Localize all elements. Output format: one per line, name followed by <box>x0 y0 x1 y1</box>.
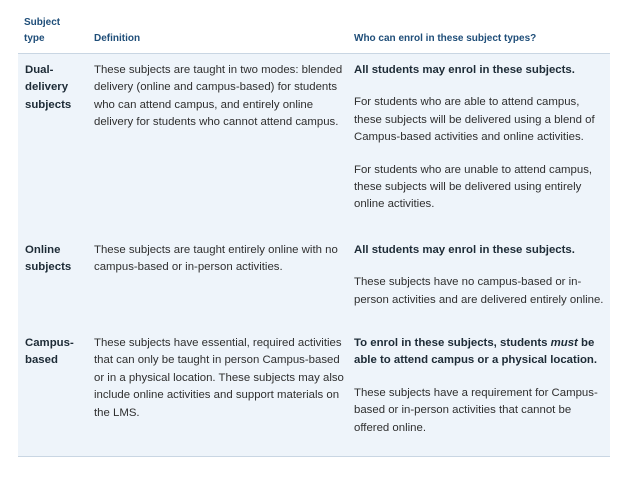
who-can-enrol-cell <box>354 234 610 327</box>
subject-types-table <box>18 12 610 457</box>
enrolment-rule-part: To enrol in these subjects, students <box>354 337 551 349</box>
table-body <box>18 54 610 457</box>
subject-type-campus-based: Campus-based <box>25 337 74 367</box>
enrolment-rule <box>354 335 604 370</box>
enrolment-rule-part: be able to attend campus or a physical location. <box>354 337 598 367</box>
header-row <box>18 12 610 54</box>
definition-cell <box>94 54 354 235</box>
header-definition <box>94 12 354 54</box>
table-row <box>18 54 610 235</box>
header-definition-label: Definition <box>94 33 141 44</box>
table-header <box>18 12 610 54</box>
definition-cell <box>94 234 354 327</box>
subject-type-cell <box>18 234 94 327</box>
table-row <box>18 234 610 327</box>
definition-text: These subjects are taught entirely online with no campus-based or in-person activities. <box>94 244 338 274</box>
definition-cell <box>94 327 354 457</box>
header-who-can-enrol-label: Who can enrol in these subject types? <box>354 33 537 44</box>
enrolment-rule: All students may enrol in these subjects. <box>354 64 575 76</box>
table-row <box>18 327 610 457</box>
subject-type-cell <box>18 54 94 235</box>
definition-text: These subjects are taught in two modes: blended delivery (online and campus-based) for students who can attend campus, and entirely online delivery for students who cannot attend campus. <box>94 64 343 129</box>
subject-type-online: Online subjects <box>25 244 72 274</box>
subject-types-table-container <box>18 12 610 457</box>
header-subject-type <box>18 12 94 54</box>
delivery-note: These subjects have no campus-based or in-person activities and are delivered entirely online. <box>354 276 604 306</box>
delivery-note: For students who are unable to attend campus, these subjects will be delivered using entirely online activities. <box>354 163 593 211</box>
delivery-note: For students who are able to attend campus, these subjects will be delivered using a blend of Campus-based activities and online activities. <box>354 96 595 144</box>
subject-type-cell <box>18 327 94 457</box>
definition-text: These subjects have essential, required activities that can only be taught in person Campus-based or in a physical location. These subjects may also include online activities and support materials on the LMS. <box>94 337 344 419</box>
who-can-enrol-cell <box>354 327 610 457</box>
delivery-note: These subjects have a requirement for Campus-based or in-person activities that cannot be offered online. <box>354 386 598 434</box>
header-subject-type-label: Subject type <box>24 17 61 44</box>
subject-type-dual-delivery: Dual-delivery subjects <box>25 64 72 111</box>
header-who-can-enrol <box>354 12 610 54</box>
enrolment-rule: All students may enrol in these subjects. <box>354 244 575 256</box>
enrolment-rule-emphasis: must <box>550 337 578 349</box>
who-can-enrol-cell <box>354 54 610 235</box>
